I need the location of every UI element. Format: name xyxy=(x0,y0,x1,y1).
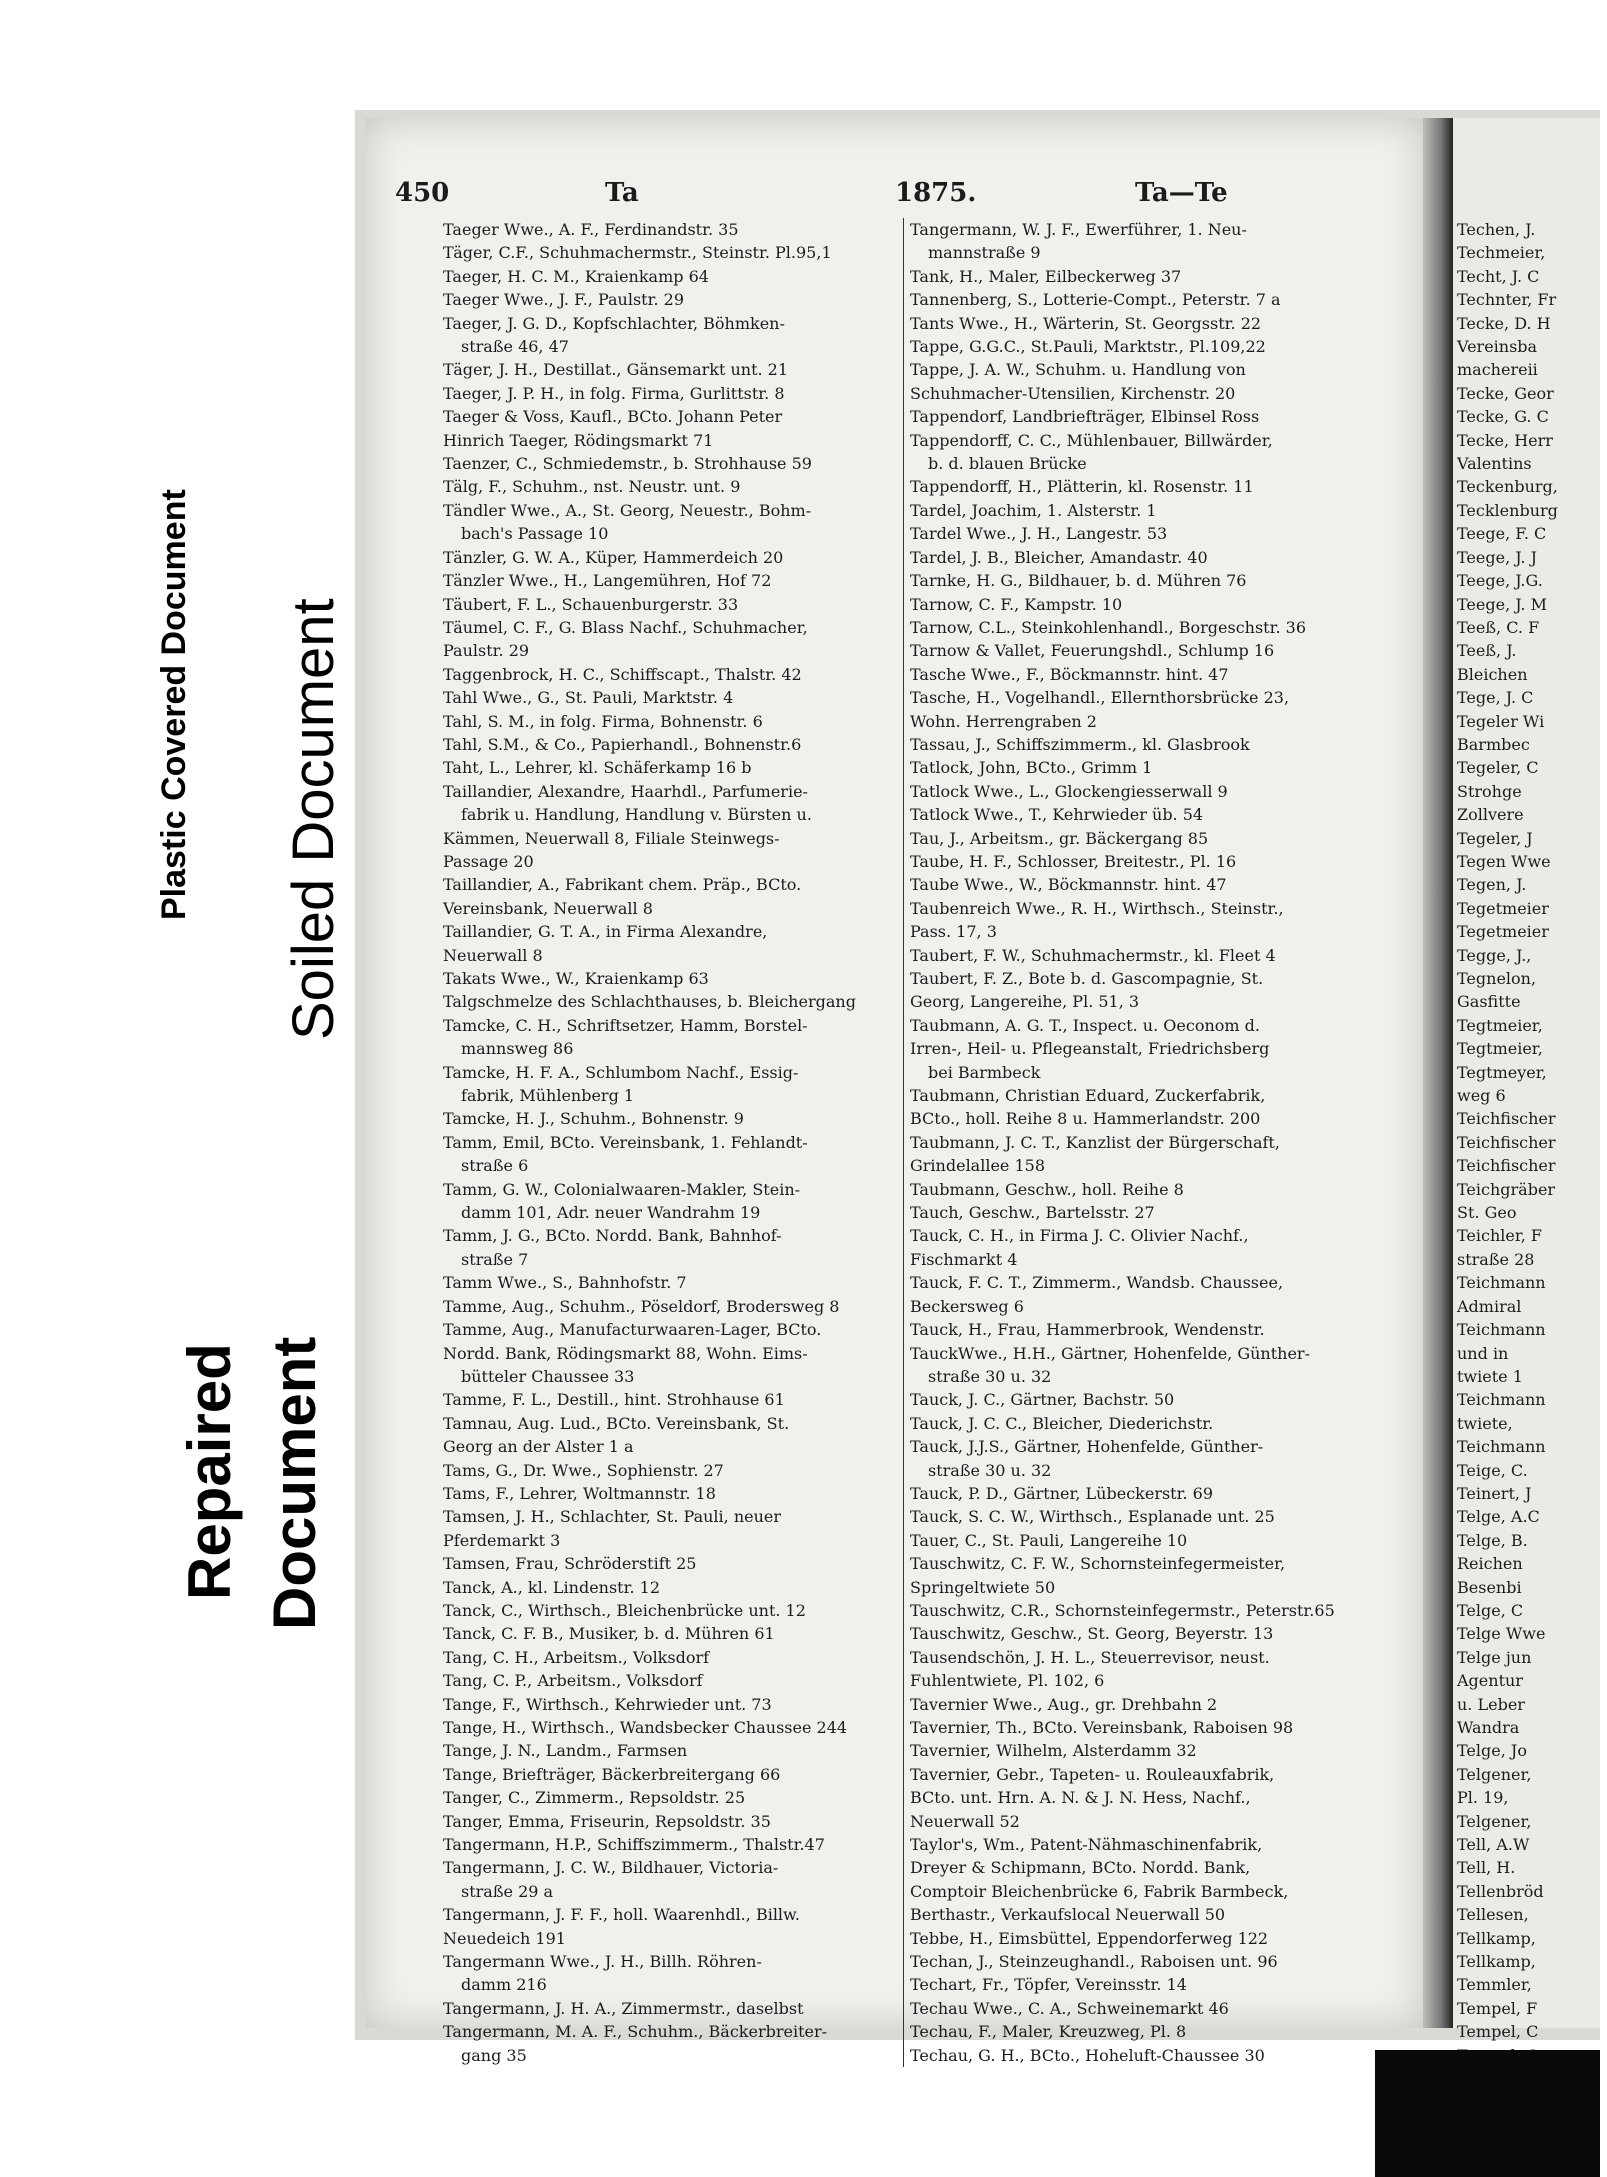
directory-entry: Techau, G. H., BCto., Hoheluft-Chaussee 30 xyxy=(910,2045,1265,2065)
directory-entry: Tegtmeier, xyxy=(1457,1015,1543,1035)
directory-entry: Tegtmeier, xyxy=(1457,1039,1543,1059)
directory-entry: Neuerwall 52 xyxy=(910,1811,1020,1831)
directory-entry: straße 7 xyxy=(461,1249,529,1269)
directory-entry: Berthastr., Verkaufslocal Neuerwall 50 xyxy=(910,1905,1226,1925)
soiled-document-label: Soiled Document xyxy=(281,598,346,1040)
directory-entry: Tege, J. C xyxy=(1457,688,1534,708)
directory-entry: Dreyer & Schipmann, BCto. Nordd. Bank, xyxy=(910,1858,1251,1878)
directory-entry: gang 35 xyxy=(461,2045,527,2065)
directory-entry: Nordd. Bank, Rödingsmarkt 88, Wohn. Eims- xyxy=(443,1343,808,1363)
directory-entry: Vereinsba xyxy=(1457,337,1538,357)
directory-entry: Taenzer, C., Schmiedemstr., b. Strohhause 59 xyxy=(443,454,812,474)
directory-entry: Tanck, A., kl. Lindenstr. 12 xyxy=(443,1577,661,1597)
column-a xyxy=(443,218,898,2067)
directory-entry: Taillandier, A., Fabrikant chem. Präp., BCto. xyxy=(443,875,802,895)
right-heading: Ta—Te xyxy=(1135,178,1228,208)
directory-entry: TauckWwe., H.H., Gärtner, Hohenfelde, Günther- xyxy=(910,1343,1310,1363)
directory-entry: Tempel, F xyxy=(1457,1998,1538,2018)
directory-entry: Tamsen, Frau, Schröderstift 25 xyxy=(443,1554,697,1574)
directory-entry: Georg, Langereihe, Pl. 51, 3 xyxy=(910,992,1140,1012)
directory-entry: Tegetmeier xyxy=(1457,898,1549,918)
directory-entry: bei Barmbeck xyxy=(928,1062,1041,1082)
directory-entry: Schuhmacher-Utensilien, Kirchenstr. 20 xyxy=(910,383,1236,403)
directory-entry: weg 6 xyxy=(1457,1086,1506,1106)
directory-entry: Tamme, Aug., Schuhm., Pöseldorf, Brodersweg 8 xyxy=(443,1296,840,1316)
directory-entry: straße 30 u. 32 xyxy=(928,1366,1052,1386)
directory-entry: Tangermann, J. C. W., Bildhauer, Victoria- xyxy=(443,1858,779,1878)
directory-entry: Taillandier, Alexandre, Haarhdl., Parfumerie- xyxy=(443,781,808,801)
year-heading: 1875. xyxy=(895,178,977,208)
directory-entry: Tegeler, J xyxy=(1457,828,1533,848)
directory-entry: Tamm, J. G., BCto. Nordd. Bank, Bahnhof- xyxy=(443,1226,782,1246)
directory-entry: Teege, F. C xyxy=(1457,524,1547,544)
directory-entry: Teeß, C. F xyxy=(1457,617,1540,637)
directory-entry: Tardel, J. B., Bleicher, Amandastr. 40 xyxy=(910,547,1208,567)
directory-entry: Tarnow & Vallet, Feuerungshdl., Schlump 16 xyxy=(910,641,1275,661)
directory-entry: machereii xyxy=(1457,360,1538,380)
directory-entry: Tanger, Emma, Friseurin, Repsoldstr. 35 xyxy=(443,1811,771,1831)
directory-entry: Tälg, F., Schuhm., nst. Neustr. unt. 9 xyxy=(443,477,741,497)
directory-entry: Tauck, P. D., Gärtner, Lübeckerstr. 69 xyxy=(910,1483,1214,1503)
directory-entry: Zollvere xyxy=(1457,805,1524,825)
directory-entry: Techart, Fr., Töpfer, Vereinsstr. 14 xyxy=(910,1975,1187,1995)
directory-entry: Tardel Wwe., J. H., Langestr. 53 xyxy=(910,524,1168,544)
directory-entry: Tange, F., Wirthsch., Kehrwieder unt. 73 xyxy=(443,1694,772,1714)
directory-entry: BCto. unt. Hrn. A. N. & J. N. Hess, Nachf., xyxy=(910,1788,1251,1808)
directory-entry: Tauer, C., St. Pauli, Langereihe 10 xyxy=(910,1530,1188,1550)
directory-entry: Techau Wwe., C. A., Schweinemarkt 46 xyxy=(910,1998,1229,2018)
directory-entry: Tegen, J. xyxy=(1457,875,1527,895)
directory-entry: Tellenbröd xyxy=(1457,1881,1544,1901)
directory-entry: Tauck, J.J.S., Gärtner, Hohenfelde, Günther- xyxy=(910,1437,1264,1457)
directory-entry: Tauck, H., Frau, Hammerbrook, Wendenstr. xyxy=(910,1320,1265,1340)
directory-entry: Georg an der Alster 1 a xyxy=(443,1437,634,1457)
directory-entry: Taube Wwe., W., Böckmannstr. hint. 47 xyxy=(910,875,1227,895)
directory-entry: Fischmarkt 4 xyxy=(910,1249,1018,1269)
page-number: 450 xyxy=(395,178,450,208)
directory-entry: Tams, F., Lehrer, Woltmannstr. 18 xyxy=(443,1483,716,1503)
directory-entry: Tellesen, xyxy=(1457,1905,1529,1925)
directory-entry: Tange, H., Wirthsch., Wandsbecker Chaussee 244 xyxy=(443,1718,848,1737)
directory-entry: Tamm Wwe., S., Bahnhofstr. 7 xyxy=(443,1273,687,1293)
directory-entry: Taeger, J. G. D., Kopfschlachter, Böhmken- xyxy=(443,313,785,333)
directory-entry: Telge, Jo xyxy=(1457,1741,1527,1761)
directory-entry: Taubmann, J. C. T., Kanzlist der Bürgerschaft, xyxy=(910,1132,1280,1152)
directory-entry: Tappe, J. A. W., Schuhm. u. Handlung von xyxy=(910,360,1246,380)
directory-entry: bach's Passage 10 xyxy=(461,524,609,544)
directory-entry: Teichler, F xyxy=(1457,1226,1543,1246)
column-c xyxy=(1457,218,1607,2067)
directory-entry: Telge Wwe xyxy=(1457,1624,1546,1644)
directory-entry: Tamsen, J. H., Schlachter, St. Pauli, neuer xyxy=(443,1507,782,1527)
directory-entry: Tegnelon, xyxy=(1457,969,1537,988)
directory-entry: damm 216 xyxy=(461,1975,547,1995)
directory-entry: Talgschmelze des Schlachthauses, b. Bleichergang xyxy=(443,992,856,1012)
directory-entry: Telge, B. xyxy=(1457,1530,1528,1550)
directory-entry: straße 28 xyxy=(1457,1249,1535,1269)
directory-entry: BCto., holl. Reihe 8 u. Hammerlandstr. 200 xyxy=(910,1109,1261,1129)
directory-entry: Telge jun xyxy=(1457,1647,1532,1667)
directory-entry: Tamcke, H. F. A., Schlumbom Nachf., Essig- xyxy=(443,1062,799,1082)
directory-entry: Tauschwitz, Geschw., St. Georg, Beyerstr. 13 xyxy=(910,1624,1274,1644)
directory-entry: Tahl, S.M., & Co., Papierhandl., Bohnenstr.6 xyxy=(443,734,802,754)
directory-entry: Tange, Briefträger, Bäckerbreitergang 66 xyxy=(443,1764,781,1784)
directory-entry: Bleichen xyxy=(1457,664,1528,684)
directory-entry: Tauck, J. C., Gärtner, Bachstr. 50 xyxy=(910,1390,1175,1410)
directory-entry: Täger, C.F., Schuhmachermstr., Steinstr. Pl.95,1 xyxy=(443,243,832,263)
directory-entry: Tell, H. xyxy=(1457,1858,1516,1878)
column-b xyxy=(903,218,1365,2067)
directory-entry: Tamnau, Aug. Lud., BCto. Vereinsbank, St. xyxy=(443,1413,790,1433)
directory-entry: Tecke, Geor xyxy=(1457,383,1554,403)
directory-entry: Tauschwitz, C.R., Schornsteinfegermstr., Peterstr.65 xyxy=(910,1600,1335,1620)
directory-entry: Taubmann, Christian Eduard, Zuckerfabrik, xyxy=(910,1086,1266,1106)
directory-entry: Teege, J.G. xyxy=(1457,571,1543,591)
directory-entry: Tannenberg, S., Lotterie-Compt., Peterstr. 7 a xyxy=(910,290,1281,310)
plastic-covered-label: Plastic Covered Document xyxy=(155,489,193,920)
directory-entry: Tamcke, H. J., Schuhm., Bohnenstr. 9 xyxy=(443,1109,744,1129)
directory-entry: Tellkamp, xyxy=(1457,1928,1536,1948)
directory-entry: Takats Wwe., W., Kraienkamp 63 xyxy=(443,969,709,988)
directory-entry: Tarnow, C.L., Steinkohlenhandl., Borgeschstr. 36 xyxy=(910,617,1307,637)
directory-entry: Telge, C xyxy=(1457,1600,1524,1620)
directory-entry: straße 46, 47 xyxy=(461,337,569,357)
directory-entry: straße 29 a xyxy=(461,1881,554,1901)
directory-entry: Teeß, J. xyxy=(1457,641,1517,661)
directory-entry: Tauck, C. H., in Firma J. C. Olivier Nachf., xyxy=(910,1226,1249,1246)
directory-entry: Springeltwiete 50 xyxy=(910,1577,1056,1597)
directory-entry: Neuedeich 191 xyxy=(443,1928,566,1948)
directory-entry: Tau, J., Arbeitsm., gr. Bäckergang 85 xyxy=(910,828,1209,848)
directory-entry: Tausendschön, J. H. L., Steuerrevisor, neust. xyxy=(910,1647,1270,1667)
directory-entry: twiete, xyxy=(1457,1413,1513,1433)
directory-entry: Teige, C. xyxy=(1457,1460,1528,1480)
directory-entry: u. Leber xyxy=(1457,1694,1525,1714)
directory-entry: Tell, A.W xyxy=(1457,1835,1530,1855)
directory-entry: Taubmann, A. G. T., Inspect. u. Oeconom d. xyxy=(910,1015,1260,1035)
directory-entry: Tänzler Wwe., H., Langemühren, Hof 72 xyxy=(443,571,772,591)
directory-entry: St. Geo xyxy=(1457,1203,1517,1223)
directory-entry: fabrik u. Handlung, Handlung v. Bürsten u. xyxy=(461,805,812,825)
directory-entry: Taylor's, Wm., Patent-Nähmaschinenfabrik, xyxy=(910,1835,1263,1855)
directory-entry: Taube, H. F., Schlosser, Breitestr., Pl. 16 xyxy=(910,851,1237,871)
directory-entry: Teckenburg, xyxy=(1457,477,1558,497)
directory-entry: Teichfischer xyxy=(1457,1132,1556,1152)
directory-entry: Tegen Wwe xyxy=(1457,851,1551,871)
directory-entry: Teichmann xyxy=(1457,1437,1546,1457)
directory-entry: Tarnow, C. F., Kampstr. 10 xyxy=(910,594,1123,614)
directory-entry: Tauck, F. C. T., Zimmerm., Wandsb. Chaussee, xyxy=(910,1273,1284,1293)
book-gutter xyxy=(1423,118,1453,2028)
directory-entry: Tatlock, John, BCto., Grimm 1 xyxy=(910,758,1153,778)
directory-entry: Gasfitte xyxy=(1457,992,1521,1012)
directory-entry: Teege, J. M xyxy=(1457,594,1547,614)
directory-entry: Temmler, xyxy=(1457,1975,1532,1995)
directory-entry: Teichgräber xyxy=(1457,1179,1556,1199)
directory-entry: Taht, L., Lehrer, kl. Schäferkamp 16 b xyxy=(443,758,752,778)
directory-entry: Tarnke, H. G., Bildhauer, b. d. Mühren 76 xyxy=(910,571,1247,591)
directory-entry: Tants Wwe., H., Wärterin, St. Georgsstr. 22 xyxy=(910,313,1262,333)
directory-entry: Tange, J. N., Landm., Farmsen xyxy=(443,1741,688,1761)
directory-entry: Taillandier, G. T. A., in Firma Alexandre, xyxy=(443,922,768,942)
directory-entry: Tappendorf, Landbriefträger, Elbinsel Ross xyxy=(910,407,1260,427)
directory-entry: Tatlock Wwe., T., Kehrwieder üb. 54 xyxy=(910,805,1204,825)
directory-entry: Taeger, J. P. H., in folg. Firma, Gurlittstr. 8 xyxy=(443,383,785,403)
directory-entry: fabrik, Mühlenberg 1 xyxy=(461,1086,635,1106)
directory-entry: Telgener, xyxy=(1457,1811,1532,1831)
directory-entry: damm 101, Adr. neuer Wandrahm 19 xyxy=(461,1203,761,1223)
directory-entry: Teege, J. J xyxy=(1457,547,1538,567)
directory-entry: Wandra xyxy=(1457,1718,1520,1737)
directory-entry: Tecklenburg xyxy=(1457,500,1558,520)
directory-entry: Grindelallee 158 xyxy=(910,1156,1046,1176)
directory-entry: Tahl, S. M., in folg. Firma, Bohnenstr. 6 xyxy=(443,711,763,731)
directory-entry: Barmbec xyxy=(1457,734,1530,754)
directory-entry: Tavernier, Th., BCto. Vereinsbank, Raboisen 98 xyxy=(910,1718,1294,1737)
directory-entry: Valentins xyxy=(1457,454,1532,474)
archive-labels xyxy=(0,0,360,2177)
directory-entry: Besenbi xyxy=(1457,1577,1522,1597)
directory-entry: Tecke, D. H xyxy=(1457,313,1551,333)
directory-entry: Kämmen, Neuerwall 8, Filiale Steinwegs- xyxy=(443,828,780,848)
directory-entry: Taubert, F. W., Schuhmachermstr., kl. Fleet 4 xyxy=(910,945,1276,965)
directory-entry: Taeger & Voss, Kaufl., BCto. Johann Peter xyxy=(443,407,783,427)
directory-entry: Tahl Wwe., G., St. Pauli, Marktstr. 4 xyxy=(443,688,734,708)
directory-entry: Tasche, H., Vogelhandl., Ellernthorsbrücke 23, xyxy=(910,688,1290,708)
directory-entry: Techau, F., Maler, Kreuzweg, Pl. 8 xyxy=(910,2022,1187,2042)
directory-entry: Tegge, J., xyxy=(1457,945,1532,965)
directory-entry: Tardel, Joachim, 1. Alsterstr. 1 xyxy=(910,500,1157,520)
directory-entry: Technter, Fr xyxy=(1457,290,1557,310)
page-header xyxy=(395,178,1405,214)
directory-entry: Tams, G., Dr. Wwe., Sophienstr. 27 xyxy=(443,1460,724,1480)
directory-entry: Tappe, G.G.C., St.Pauli, Marktstr., Pl.109,22 xyxy=(910,337,1266,357)
directory-entry: mannstraße 9 xyxy=(928,243,1041,263)
repaired-label-line2: Document xyxy=(261,1336,328,1630)
directory-entry: Tassau, J., Schiffszimmerm., kl. Glasbrook xyxy=(910,734,1250,754)
directory-entry: Tavernier Wwe., Aug., gr. Drehbahn 2 xyxy=(910,1694,1218,1714)
directory-entry: Pferdemarkt 3 xyxy=(443,1530,561,1550)
directory-entry: Täumel, C. F., G. Blass Nachf., Schuhmacher, xyxy=(443,617,808,637)
directory-entry: Taubmann, Geschw., holl. Reihe 8 xyxy=(910,1179,1184,1199)
directory-entry: twiete 1 xyxy=(1457,1366,1523,1386)
directory-entry: b. d. blauen Brücke xyxy=(928,454,1087,474)
directory-entry: Tang, C. P., Arbeitsm., Volksdorf xyxy=(443,1671,703,1691)
directory-entry: Tangermann, J. H. A., Zimmermstr., daselbst xyxy=(443,1998,804,2018)
repaired-label-line1: Repaired xyxy=(176,1343,243,1600)
directory-entry: Tappendorff, H., Plätterin, kl. Rosenstr. 11 xyxy=(910,477,1254,497)
directory-entry: Telge, A.C xyxy=(1457,1507,1540,1527)
directory-entry: Taeger Wwe., A. F., Ferdinandstr. 35 xyxy=(443,220,739,239)
directory-entry: Techen, J. xyxy=(1457,220,1536,239)
directory-entry: Teinert, J xyxy=(1457,1483,1532,1503)
directory-entry: Tänzler, G. W. A., Küper, Hammerdeich 20 xyxy=(443,547,784,567)
directory-entry: Comptoir Bleichenbrücke 6, Fabrik Barmbeck, xyxy=(910,1881,1289,1901)
directory-entry: Tauch, Geschw., Bartelsstr. 27 xyxy=(910,1203,1155,1223)
left-heading: Ta xyxy=(605,178,639,208)
directory-entry: Tappendorff, C. C., Mühlenbauer, Billwärder, xyxy=(910,430,1273,450)
directory-entry: bütteler Chaussee 33 xyxy=(461,1366,635,1386)
directory-entry: Passage 20 xyxy=(443,851,534,871)
directory-entry: Taubenreich Wwe., R. H., Wirthsch., Steinstr., xyxy=(910,898,1284,918)
directory-entry: Taubert, F. Z., Bote b. d. Gascompagnie, St. xyxy=(910,969,1264,988)
directory-entry: Tändler Wwe., A., St. Georg, Neuestr., Bohm- xyxy=(443,500,812,520)
directory-entry: Taeger Wwe., J. F., Paulstr. 29 xyxy=(443,290,685,310)
directory-entry: Hinrich Taeger, Rödingsmarkt 71 xyxy=(443,430,714,450)
directory-entry: Tank, H., Maler, Eilbeckerweg 37 xyxy=(910,266,1182,286)
directory-entry: Tanger, C., Zimmerm., Repsoldstr. 25 xyxy=(443,1788,746,1808)
directory-entry: Tatlock Wwe., L., Glockengiesserwall 9 xyxy=(910,781,1228,801)
facing-page xyxy=(1453,118,1600,2042)
directory-entry: Admiral xyxy=(1457,1296,1522,1316)
directory-entry: Taggenbrock, H. C., Schiffscapt., Thalstr. 42 xyxy=(443,664,802,684)
directory-entry: Tecke, Herr xyxy=(1457,430,1553,450)
directory-entry: Reichen xyxy=(1457,1554,1523,1574)
directory-entry: Täger, J. H., Destillat., Gänsemarkt unt. 21 xyxy=(443,360,789,380)
directory-entry: Tamm, G. W., Colonialwaaren-Makler, Stein- xyxy=(443,1179,801,1199)
directory-entry: Neuerwall 8 xyxy=(443,945,543,965)
directory-entry: Teichfischer xyxy=(1457,1109,1556,1129)
directory-entry: Tamme, F. L., Destill., hint. Strohhause 61 xyxy=(443,1390,785,1410)
directory-entry: Pl. 19, xyxy=(1457,1788,1509,1808)
directory-entry: straße 6 xyxy=(461,1156,529,1176)
directory-entry: Techmeier, xyxy=(1457,243,1546,263)
directory-entry: Tavernier, Wilhelm, Alsterdamm 32 xyxy=(910,1741,1197,1761)
directory-entry: Agentur xyxy=(1457,1671,1523,1691)
directory-entry: mannsweg 86 xyxy=(461,1039,574,1059)
directory-entry: Tamme, Aug., Manufacturwaaren-Lager, BCto. xyxy=(443,1320,822,1340)
directory-entry: Fuhlentwiete, Pl. 102, 6 xyxy=(910,1671,1105,1691)
directory-entry: Tangermann, W. J. F., Ewerführer, 1. Neu- xyxy=(910,220,1247,239)
directory-entry: Tasche Wwe., F., Böckmannstr. hint. 47 xyxy=(910,664,1229,684)
directory-entry: Wohn. Herrengraben 2 xyxy=(910,711,1097,731)
directory-entry: Telgener, xyxy=(1457,1764,1532,1784)
directory-entry: Täubert, F. L., Schauenburgerstr. 33 xyxy=(443,594,739,614)
directory-entry: Tempel, C xyxy=(1457,2022,1539,2042)
directory-entry: Irren-, Heil- u. Pflegeanstalt, Friedrichsberg xyxy=(910,1039,1270,1059)
directory-entry: Teichmann xyxy=(1457,1320,1546,1340)
directory-entry: Tegeler, C xyxy=(1457,758,1539,778)
directory-entry: Tangermann, H.P., Schiffszimmerm., Thalstr.47 xyxy=(443,1835,825,1855)
directory-entry: Tavernier, Gebr., Tapeten- u. Rouleauxfabrik, xyxy=(910,1764,1275,1784)
directory-entry: Tellkamp, xyxy=(1457,1952,1536,1972)
directory-entry: Teichfischer xyxy=(1457,1156,1556,1176)
directory-entry: Tangermann, J. F. F., holl. Waarenhdl., Billw. xyxy=(443,1905,800,1925)
directory-entry: Tegetmeier xyxy=(1457,922,1549,942)
directory-entry: Techan, J., Steinzeughandl., Raboisen unt. 96 xyxy=(910,1952,1278,1972)
scan-edge-bar xyxy=(1375,2050,1600,2177)
directory-entry: straße 30 u. 32 xyxy=(928,1460,1052,1480)
directory-entry: Tamm, Emil, BCto. Vereinsbank, 1. Fehlandt- xyxy=(443,1132,808,1152)
directory-page xyxy=(365,118,1423,2065)
directory-entry: Tegeler Wi xyxy=(1457,711,1545,731)
directory-entry: Paulstr. 29 xyxy=(443,641,530,661)
directory-entry: Tebbe, H., Eimsbüttel, Eppendorferweg 122 xyxy=(910,1928,1269,1948)
directory-entry: Strohge xyxy=(1457,781,1522,801)
directory-entry: Tanck, C. F. B., Musiker, b. d. Mühren 61 xyxy=(443,1624,775,1644)
directory-entry: Tangermann Wwe., J. H., Billh. Röhren- xyxy=(443,1952,762,1972)
directory-entry: Taeger, H. C. M., Kraienkamp 64 xyxy=(443,266,709,286)
directory-entry: Tanck, C., Wirthsch., Bleichenbrücke unt. 12 xyxy=(443,1600,806,1620)
directory-entry: Tauschwitz, C. F. W., Schornsteinfegermeister, xyxy=(910,1554,1286,1574)
directory-entry: Tecke, G. C xyxy=(1457,407,1549,427)
directory-entry: Techt, J. C xyxy=(1457,266,1540,286)
directory-entry: Tegtmeyer, xyxy=(1457,1062,1547,1082)
directory-entry: Tang, C. H., Arbeitsm., Volksdorf xyxy=(443,1647,710,1667)
directory-entry: Tangermann, M. A. F., Schuhm., Bäckerbreiter- xyxy=(443,2022,828,2042)
directory-entry: und in xyxy=(1457,1343,1509,1363)
directory-entry: Beckersweg 6 xyxy=(910,1296,1024,1316)
directory-entry: Teichmann xyxy=(1457,1390,1546,1410)
directory-entry: Tauck, J. C. C., Bleicher, Diederichstr. xyxy=(910,1413,1214,1433)
directory-entry: Teichmann xyxy=(1457,1273,1546,1293)
directory-entry: Vereinsbank, Neuerwall 8 xyxy=(443,898,653,918)
directory-entry: Tamcke, C. H., Schriftsetzer, Hamm, Borstel- xyxy=(443,1015,808,1035)
directory-entry: Pass. 17, 3 xyxy=(910,922,997,942)
directory-entry: Tauck, S. C. W., Wirthsch., Esplanade unt. 25 xyxy=(910,1507,1275,1527)
